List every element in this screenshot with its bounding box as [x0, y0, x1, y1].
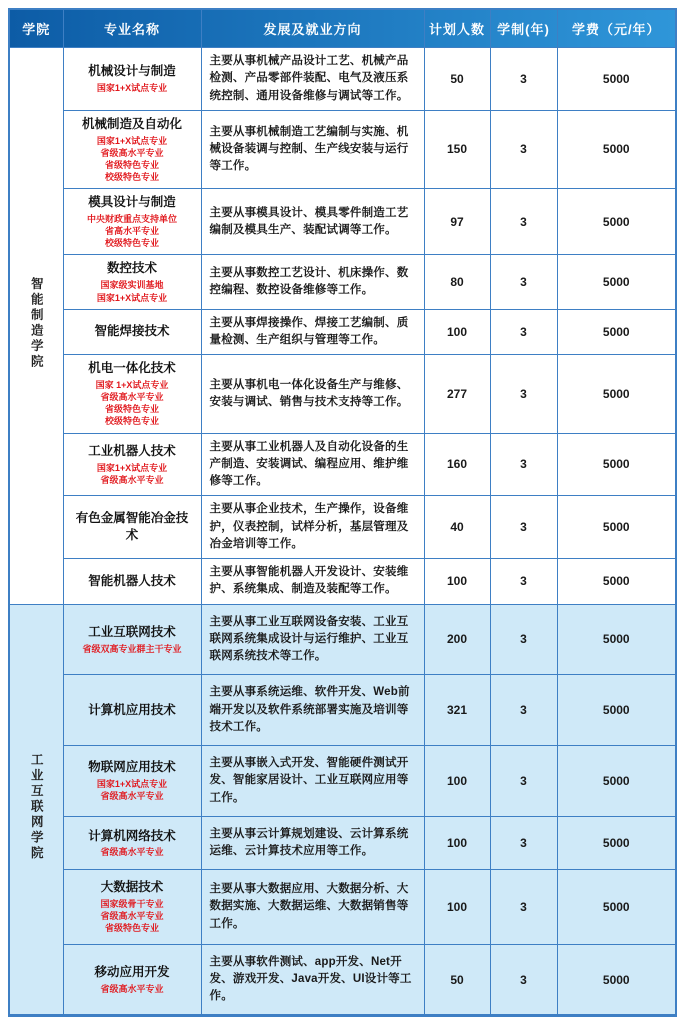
major-cell	[63, 944, 201, 1016]
table-row	[9, 870, 676, 944]
major-tags	[72, 983, 193, 995]
college-name: 智能制造学院	[29, 276, 44, 370]
years-cell: 3	[490, 48, 557, 111]
major-name: 工业互联网技术	[88, 624, 176, 639]
college-cell	[9, 48, 63, 605]
direction-cell: 主要从事数控工艺设计、机床操作、数控编程、数控设备维修等工作。	[201, 255, 424, 309]
table-header	[9, 9, 676, 48]
major-cell	[63, 496, 201, 559]
tuition-cell: 5000	[557, 355, 676, 433]
major-name: 工业机器人技术	[88, 443, 176, 458]
major-tag: 校级特色专业	[104, 238, 159, 249]
header-plan-count: 计划人数	[424, 9, 490, 48]
college-cell	[9, 604, 63, 1016]
header-years: 学制(年)	[490, 9, 557, 48]
major-tag: 省级双高专业群主干专业	[82, 643, 182, 654]
major-cell	[63, 255, 201, 309]
major-name: 移动应用开发	[94, 964, 170, 979]
major-tag: 校级特色专业	[104, 416, 159, 427]
college-name: 工业互联网学院	[29, 752, 44, 862]
years-cell: 3	[490, 433, 557, 496]
direction-cell: 主要从事云计算规划建设、云计算系统运维、云计算技术应用等工作。	[201, 816, 424, 870]
major-cell	[63, 559, 201, 605]
years-cell: 3	[490, 355, 557, 433]
major-name: 计算机应用技术	[88, 702, 176, 717]
direction-cell: 主要从事机械产品设计工艺、机械产品检测、产品零部件装配、电气及液压系统控制、通用设备维修与调试等工作。	[201, 48, 424, 111]
plan-count-cell: 321	[424, 675, 490, 746]
major-tag: 省级高水平专业	[100, 983, 164, 994]
major-name: 智能机器人技术	[88, 573, 176, 588]
plan-count-cell: 50	[424, 944, 490, 1016]
major-cell	[63, 309, 201, 355]
major-name: 计算机网络技术	[88, 828, 176, 843]
header-college: 学院	[9, 9, 63, 48]
major-cell	[63, 870, 201, 944]
major-tag: 国家1+X试点专业	[96, 83, 168, 94]
major-cell	[63, 110, 201, 188]
major-name: 有色金属智能冶金技术	[75, 511, 189, 543]
direction-cell: 主要从事系统运维、软件开发、Web前端开发以及软件系统部署实施及培训等技术工作。	[201, 675, 424, 746]
major-tag: 省级高水平专业	[100, 474, 164, 485]
major-name: 数控技术	[106, 261, 157, 276]
tuition-cell: 5000	[557, 604, 676, 675]
major-cell	[63, 433, 201, 496]
years-cell: 3	[490, 604, 557, 675]
major-tag: 国家1+X试点专业	[96, 292, 168, 303]
tuition-cell: 5000	[557, 746, 676, 817]
table-row	[9, 675, 676, 746]
plan-count-cell: 100	[424, 816, 490, 870]
major-tags	[72, 82, 193, 94]
plan-count-cell: 100	[424, 309, 490, 355]
major-tags	[72, 213, 193, 249]
years-cell: 3	[490, 675, 557, 746]
direction-cell: 主要从事嵌入式开发、智能硬件测试开发、智能家居设计、工业互联网应用等工作。	[201, 746, 424, 817]
direction-cell: 主要从事机械制造工艺编制与实施、机械设备装调与控制、生产线安装与运行等工作。	[201, 110, 424, 188]
major-cell	[63, 675, 201, 746]
years-cell: 3	[490, 816, 557, 870]
table-row	[9, 604, 676, 675]
tuition-cell: 5000	[557, 189, 676, 255]
major-name: 物联网应用技术	[88, 760, 176, 775]
major-tag: 省级高水平专业	[100, 791, 164, 802]
major-tags	[72, 643, 193, 655]
plan-count-cell: 100	[424, 559, 490, 605]
major-tag: 省级特色专业	[104, 404, 159, 415]
major-tags	[72, 846, 193, 858]
major-tag: 省级高水平专业	[100, 911, 164, 922]
plan-count-cell: 100	[424, 746, 490, 817]
tuition-cell: 5000	[557, 309, 676, 355]
direction-cell: 主要从事机电一体化设备生产与维修、安装与调试、销售与技术支持等工作。	[201, 355, 424, 433]
major-tags	[72, 135, 193, 184]
major-cell	[63, 604, 201, 675]
direction-cell: 主要从事企业技术，生产操作，设备维护，仪表控制，试样分析，基层管理及冶金培训等工作。	[201, 496, 424, 559]
header-major: 专业名称	[63, 9, 201, 48]
header-direction: 发展及就业方向	[201, 9, 424, 48]
major-name: 大数据技术	[100, 880, 164, 895]
plan-count-cell: 150	[424, 110, 490, 188]
major-tags	[72, 462, 193, 486]
plan-count-cell: 160	[424, 433, 490, 496]
table-row	[9, 944, 676, 1016]
major-tags	[72, 379, 193, 428]
major-cell	[63, 746, 201, 817]
plan-count-cell: 200	[424, 604, 490, 675]
table-row	[9, 48, 676, 111]
years-cell: 3	[490, 559, 557, 605]
years-cell: 3	[490, 110, 557, 188]
tuition-cell: 5000	[557, 48, 676, 111]
tuition-cell: 5000	[557, 870, 676, 944]
table-row	[9, 746, 676, 817]
major-cell	[63, 189, 201, 255]
tuition-cell: 5000	[557, 675, 676, 746]
header-row	[9, 9, 676, 48]
major-tag: 国家1+X试点专业	[96, 779, 168, 790]
major-tags	[72, 279, 193, 303]
direction-cell: 主要从事工业互联网设备安装、工业互联网系统集成设计与运行维护、工业互联网系统技术等工作。	[201, 604, 424, 675]
major-tag: 国家级骨干专业	[100, 899, 164, 910]
plan-count-cell: 40	[424, 496, 490, 559]
major-name: 模具设计与制造	[88, 195, 176, 210]
years-cell: 3	[490, 870, 557, 944]
direction-cell: 主要从事智能机器人开发设计、安装维护、系统集成、制造及装配等工作。	[201, 559, 424, 605]
direction-cell: 主要从事工业机器人及自动化设备的生产制造、安装调试、编程应用、维护维修等工作。	[201, 433, 424, 496]
table-row	[9, 559, 676, 605]
tuition-cell: 5000	[557, 816, 676, 870]
major-tag: 省级高水平专业	[100, 847, 164, 858]
years-cell: 3	[490, 255, 557, 309]
major-tag: 国家级实训基地	[100, 280, 164, 291]
major-tag: 省级特色专业	[104, 159, 159, 170]
table-row	[9, 309, 676, 355]
direction-cell: 主要从事焊接操作、焊接工艺编制、质量检测、生产组织与管理等工作。	[201, 309, 424, 355]
major-tag: 省级高水平专业	[100, 392, 164, 403]
major-tag: 中央财政重点支持单位	[86, 214, 177, 225]
years-cell: 3	[490, 746, 557, 817]
major-cell	[63, 48, 201, 111]
tuition-cell: 5000	[557, 433, 676, 496]
tuition-cell: 5000	[557, 255, 676, 309]
major-name: 机电一体化技术	[88, 361, 176, 376]
table-row	[9, 255, 676, 309]
direction-cell: 主要从事模具设计、模具零件制造工艺编制及模具生产、装配试调等工作。	[201, 189, 424, 255]
plan-count-cell: 97	[424, 189, 490, 255]
table-row	[9, 110, 676, 188]
table-row	[9, 496, 676, 559]
tuition-cell: 5000	[557, 496, 676, 559]
direction-cell: 主要从事软件测试、app开发、Net开发、游戏开发、Java开发、UI设计等工作。	[201, 944, 424, 1016]
table-body	[9, 48, 676, 1016]
major-tag: 省高水平专业	[104, 226, 159, 237]
table-row	[9, 355, 676, 433]
major-tags	[72, 778, 193, 802]
tuition-cell: 5000	[557, 110, 676, 188]
major-tag: 国家 1+X试点专业	[95, 380, 169, 391]
years-cell: 3	[490, 496, 557, 559]
major-name: 智能焊接技术	[94, 324, 170, 339]
major-tag: 国家1+X试点专业	[96, 135, 168, 146]
header-tuition: 学费（元/年）	[557, 9, 676, 48]
major-tag: 国家1+X试点专业	[96, 462, 168, 473]
major-tag: 省级高水平专业	[100, 147, 164, 158]
major-cell	[63, 355, 201, 433]
table-row	[9, 433, 676, 496]
years-cell: 3	[490, 309, 557, 355]
direction-cell: 主要从事大数据应用、大数据分析、大数据实施、大数据运维、大数据销售等工作。	[201, 870, 424, 944]
plan-count-cell: 277	[424, 355, 490, 433]
major-name: 机械制造及自动化	[81, 116, 182, 131]
table-row	[9, 189, 676, 255]
major-tags	[72, 898, 193, 934]
years-cell: 3	[490, 944, 557, 1016]
major-tag: 校级特色专业	[104, 172, 159, 183]
table-row	[9, 816, 676, 870]
major-cell	[63, 816, 201, 870]
plan-count-cell: 80	[424, 255, 490, 309]
tuition-cell: 5000	[557, 559, 676, 605]
years-cell: 3	[490, 189, 557, 255]
majors-table	[8, 8, 677, 1017]
plan-count-cell: 100	[424, 870, 490, 944]
plan-count-cell: 50	[424, 48, 490, 111]
tuition-cell: 5000	[557, 944, 676, 1016]
major-name: 机械设计与制造	[88, 64, 176, 79]
major-tag: 省级特色专业	[104, 923, 159, 934]
